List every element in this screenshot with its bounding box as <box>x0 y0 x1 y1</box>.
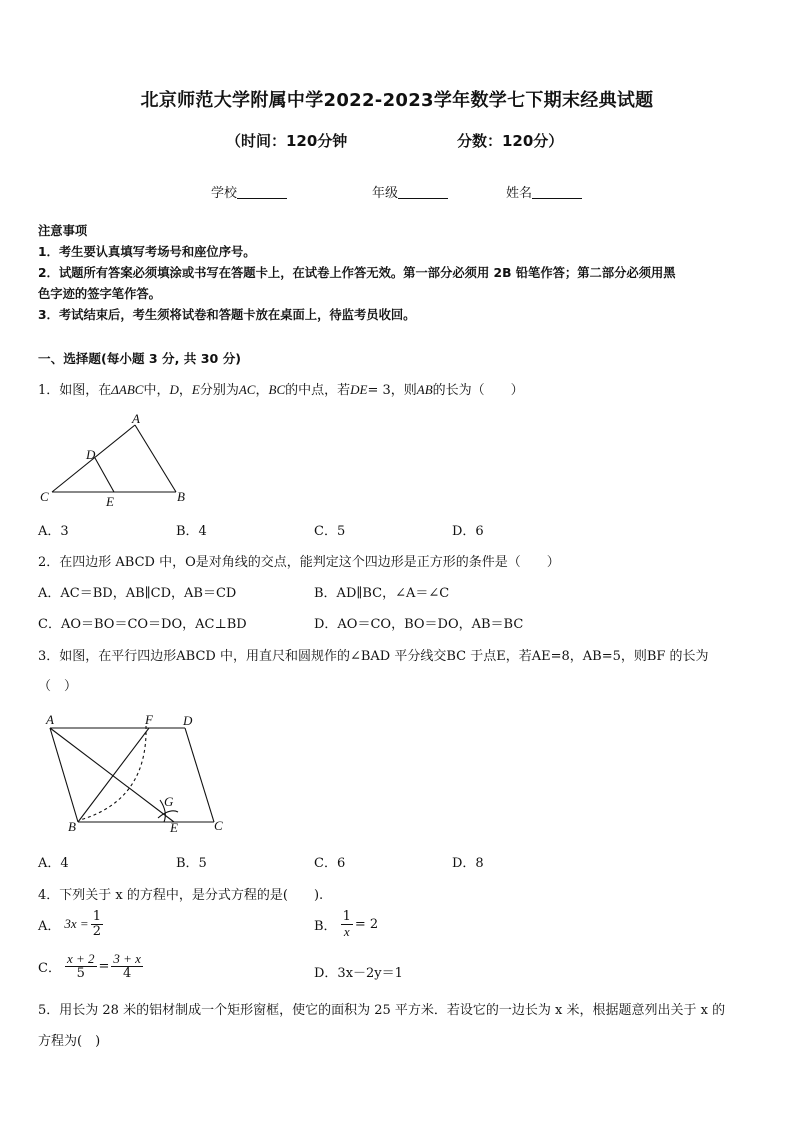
q4-option-prefix: B． <box>314 918 337 934</box>
name-label: 姓名 <box>506 186 533 201</box>
q3-segment-bf <box>78 728 149 822</box>
q1-math: ΔABC <box>111 382 144 397</box>
q4-b-fraction <box>341 910 353 938</box>
fraction-numerator: 1 <box>342 909 351 924</box>
q1-segment-de <box>95 458 114 492</box>
notice-item: 色字迹的签字笔作答。 <box>38 287 161 301</box>
q2-option-c: C．AO＝BO＝CO＝DO，AC⊥BD <box>38 617 247 632</box>
q4-option-prefix: A． <box>38 918 61 934</box>
fraction-denominator: 5 <box>76 965 85 981</box>
q1-triangle-figure <box>36 410 196 510</box>
q3-option-c: C．6 <box>314 856 346 871</box>
question-3-cont: （ ） <box>38 679 78 694</box>
q1-label-e: E <box>106 494 114 509</box>
q1-math: E <box>191 382 200 397</box>
q3-option-a: A．4 <box>38 856 69 871</box>
grade-label: 年级 <box>372 186 399 201</box>
name-field <box>506 182 582 201</box>
grade-field <box>372 182 448 201</box>
q1-option-d: D．6 <box>452 524 484 539</box>
section-title: 一、选择题(每小题 3 分, 共 30 分) <box>38 351 242 366</box>
q4-option-a <box>38 910 105 938</box>
q4-c-fraction-right <box>111 952 143 980</box>
q1-text: 的长为（ ） <box>432 383 524 398</box>
q1-label-b: B <box>177 489 185 504</box>
q1-text: = 3，则 <box>367 383 417 398</box>
q4-option-c <box>38 952 145 980</box>
q1-math: AC <box>238 382 256 397</box>
q1-segment-ab <box>135 425 176 492</box>
q3-segment-ae <box>50 728 174 822</box>
q4-b-rhs: = 2 <box>354 916 379 932</box>
q1-option-c: C．5 <box>314 524 346 539</box>
notice-item: 3．考试结束后，考生须将试卷和答题卡放在桌面上，待监考员收回。 <box>38 308 416 322</box>
q1-math: AB <box>416 382 433 397</box>
school-blank <box>237 185 287 199</box>
q4-option-b <box>314 910 378 938</box>
question-3: 3．如图，在平行四边形ABCD 中，用直尺和圆规作的∠BAD 平分线交BC 于点E，若AE=8，AB=5，则BF 的长为 <box>38 649 709 664</box>
notice-item: 1．考生要认真填写考场号和座位序号。 <box>38 245 256 259</box>
q1-text: ， <box>255 383 269 398</box>
question-1 <box>38 379 524 398</box>
q4-a-fraction <box>91 910 103 938</box>
q2-option-b: B．AD∥BC，∠A＝∠C <box>314 586 450 601</box>
name-blank <box>532 185 582 199</box>
q1-label-d: D <box>86 447 96 462</box>
q4-c-equals: = <box>98 958 110 974</box>
fraction-denominator: 4 <box>123 965 132 981</box>
q2-option-a: A．AC＝BD，AB∥CD，AB＝CD <box>38 586 237 601</box>
q3-option-d: D．8 <box>452 856 484 871</box>
notice-heading: 注意事项 <box>38 224 88 238</box>
q1-math: DE <box>350 382 368 397</box>
q1-option-a: A．3 <box>38 524 69 539</box>
q3-label-a: A <box>46 712 54 727</box>
q4-option-prefix: C． <box>38 960 61 976</box>
q3-option-b: B．5 <box>176 856 207 871</box>
fraction-denominator: x <box>343 923 350 939</box>
q1-label-a: A <box>132 411 140 426</box>
school-field <box>211 182 287 201</box>
q3-label-b: B <box>68 819 76 834</box>
q1-math: BC <box>268 382 286 397</box>
grade-blank <box>398 185 448 199</box>
q3-label-f: F <box>145 712 153 727</box>
fraction-numerator: 3 + x <box>113 951 141 966</box>
q3-label-c: C <box>214 818 223 833</box>
q1-text: 1．如图，在 <box>38 383 112 398</box>
q1-text: 的中点，若 <box>285 383 351 398</box>
q3-segment-ab <box>50 728 78 822</box>
q3-label-d: D <box>183 713 193 728</box>
school-label: 学校 <box>211 186 238 201</box>
fraction-numerator: 1 <box>92 909 101 924</box>
q3-parallelogram-figure <box>36 708 236 838</box>
question-2: 2．在四边形 ABCD 中，O是对角线的交点，能判定这个四边形是正方形的条件是（ ） <box>38 555 560 570</box>
q4-c-fraction-left <box>65 952 97 980</box>
q3-segment-dc <box>185 728 214 822</box>
fraction-denominator: 2 <box>92 923 101 939</box>
q3-label-g: G <box>164 794 174 809</box>
fraction-numerator: x + 2 <box>66 951 95 966</box>
notice-block <box>38 221 758 326</box>
exam-time: （时间：120分钟 <box>226 132 348 150</box>
q3-label-e: E <box>170 820 178 835</box>
question-5: 5．用长为 28 米的铝材制成一个矩形窗框，使它的面积为 25 平方米．若设它的一边长为 x 米，根据题意列出关于 x 的 <box>38 1003 726 1018</box>
q1-text: ， <box>178 383 192 398</box>
q1-math: D <box>169 382 179 397</box>
q1-option-b: B．4 <box>176 524 207 539</box>
notice-item: 2．试题所有答案必须填涂或书写在答题卡上，在试卷上作答无效。第一部分必须用 2B 铅笔作答；第二部分必须用黑 <box>38 266 676 280</box>
q4-option-d: D．3x－2y＝1 <box>314 966 403 981</box>
exam-title: 北京师范大学附属中学2022-2023学年数学七下期末经典试题 <box>140 90 654 111</box>
q1-label-c: C <box>40 489 49 504</box>
q2-option-d: D．AO＝CO，BO＝DO，AB＝BC <box>314 617 524 632</box>
q1-text: 中， <box>143 383 170 398</box>
exam-score: 分数：120分） <box>457 132 564 150</box>
q4-a-lhs: 3x = <box>64 916 89 932</box>
question-5-cont: 方程为( ) <box>38 1034 101 1049</box>
question-4: 4．下列关于 x 的方程中，是分式方程的是( ). <box>38 888 324 903</box>
q1-text: 分别为 <box>199 383 239 398</box>
